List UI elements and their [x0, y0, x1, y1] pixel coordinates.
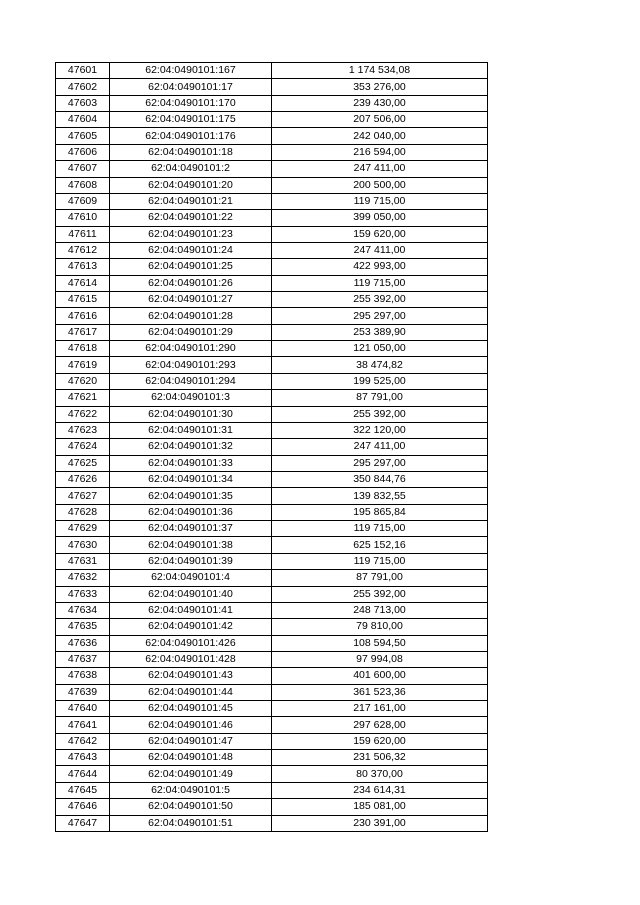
table-row [56, 504, 488, 520]
value-cell: 253 389,90 [272, 324, 488, 340]
row-number-cell: 47626 [56, 471, 110, 487]
table-row [56, 553, 488, 569]
cadastral-number-cell: 62:04:0490101:41 [110, 602, 272, 618]
cadastral-number-cell: 62:04:0490101:44 [110, 684, 272, 700]
table-row [56, 651, 488, 667]
row-number-cell: 47608 [56, 177, 110, 193]
row-number-cell: 47624 [56, 439, 110, 455]
table-row [56, 750, 488, 766]
value-cell: 239 430,00 [272, 95, 488, 111]
row-number-cell: 47620 [56, 373, 110, 389]
table-row [56, 292, 488, 308]
row-number-cell: 47615 [56, 292, 110, 308]
value-cell: 108 594,50 [272, 635, 488, 651]
cadastral-number-cell: 62:04:0490101:39 [110, 553, 272, 569]
cadastral-number-cell: 62:04:0490101:170 [110, 95, 272, 111]
table-row [56, 684, 488, 700]
table-row [56, 537, 488, 553]
table-row [56, 488, 488, 504]
row-number-cell: 47643 [56, 750, 110, 766]
value-cell: 242 040,00 [272, 128, 488, 144]
value-cell: 297 628,00 [272, 717, 488, 733]
row-number-cell: 47623 [56, 422, 110, 438]
cadastral-number-cell: 62:04:0490101:2 [110, 161, 272, 177]
value-cell: 247 411,00 [272, 242, 488, 258]
table-row [56, 308, 488, 324]
row-number-cell: 47632 [56, 570, 110, 586]
cadastral-number-cell: 62:04:0490101:18 [110, 144, 272, 160]
value-cell: 119 715,00 [272, 193, 488, 209]
cadastral-number-cell: 62:04:0490101:36 [110, 504, 272, 520]
table-body [56, 63, 488, 832]
value-cell: 119 715,00 [272, 553, 488, 569]
value-cell: 234 614,31 [272, 782, 488, 798]
table-row [56, 455, 488, 471]
value-cell: 353 276,00 [272, 79, 488, 95]
table-row [56, 63, 488, 79]
table-row [56, 112, 488, 128]
table-row [56, 815, 488, 831]
table-row [56, 128, 488, 144]
value-cell: 217 161,00 [272, 701, 488, 717]
cadastral-number-cell: 62:04:0490101:28 [110, 308, 272, 324]
row-number-cell: 47604 [56, 112, 110, 128]
cadastral-number-cell: 62:04:0490101:175 [110, 112, 272, 128]
cadastral-number-cell: 62:04:0490101:25 [110, 259, 272, 275]
table-row [56, 570, 488, 586]
cadastral-number-cell: 62:04:0490101:26 [110, 275, 272, 291]
row-number-cell: 47614 [56, 275, 110, 291]
table-row [56, 586, 488, 602]
table-row [56, 521, 488, 537]
table-row [56, 226, 488, 242]
table-row [56, 782, 488, 798]
row-number-cell: 47646 [56, 799, 110, 815]
cadastral-number-cell: 62:04:0490101:46 [110, 717, 272, 733]
value-cell: 200 500,00 [272, 177, 488, 193]
table-row [56, 701, 488, 717]
row-number-cell: 47639 [56, 684, 110, 700]
row-number-cell: 47630 [56, 537, 110, 553]
table-row [56, 733, 488, 749]
value-cell: 248 713,00 [272, 602, 488, 618]
value-cell: 87 791,00 [272, 390, 488, 406]
cadastral-number-cell: 62:04:0490101:4 [110, 570, 272, 586]
row-number-cell: 47609 [56, 193, 110, 209]
value-cell: 119 715,00 [272, 521, 488, 537]
value-cell: 401 600,00 [272, 668, 488, 684]
row-number-cell: 47613 [56, 259, 110, 275]
table-row [56, 177, 488, 193]
cadastral-number-cell: 62:04:0490101:23 [110, 226, 272, 242]
cadastral-number-cell: 62:04:0490101:426 [110, 635, 272, 651]
value-cell: 295 297,00 [272, 455, 488, 471]
table-row [56, 210, 488, 226]
cadastral-number-cell: 62:04:0490101:43 [110, 668, 272, 684]
row-number-cell: 47605 [56, 128, 110, 144]
value-cell: 625 152,16 [272, 537, 488, 553]
row-number-cell: 47642 [56, 733, 110, 749]
row-number-cell: 47634 [56, 602, 110, 618]
row-number-cell: 47618 [56, 341, 110, 357]
cadastral-number-cell: 62:04:0490101:3 [110, 390, 272, 406]
value-cell: 185 081,00 [272, 799, 488, 815]
cadastral-number-cell: 62:04:0490101:294 [110, 373, 272, 389]
cadastral-number-cell: 62:04:0490101:22 [110, 210, 272, 226]
table-row [56, 242, 488, 258]
row-number-cell: 47616 [56, 308, 110, 324]
row-number-cell: 47635 [56, 619, 110, 635]
value-cell: 38 474,82 [272, 357, 488, 373]
row-number-cell: 47644 [56, 766, 110, 782]
value-cell: 80 370,00 [272, 766, 488, 782]
table-row [56, 161, 488, 177]
row-number-cell: 47641 [56, 717, 110, 733]
row-number-cell: 47638 [56, 668, 110, 684]
cadastral-number-cell: 62:04:0490101:49 [110, 766, 272, 782]
cadastral-number-cell: 62:04:0490101:17 [110, 79, 272, 95]
value-cell: 87 791,00 [272, 570, 488, 586]
value-cell: 119 715,00 [272, 275, 488, 291]
row-number-cell: 47627 [56, 488, 110, 504]
value-cell: 1 174 534,08 [272, 63, 488, 79]
table-row [56, 668, 488, 684]
cadastral-number-cell: 62:04:0490101:45 [110, 701, 272, 717]
row-number-cell: 47645 [56, 782, 110, 798]
value-cell: 159 620,00 [272, 733, 488, 749]
table-row [56, 275, 488, 291]
cadastral-number-cell: 62:04:0490101:50 [110, 799, 272, 815]
value-cell: 255 392,00 [272, 406, 488, 422]
row-number-cell: 47602 [56, 79, 110, 95]
row-number-cell: 47628 [56, 504, 110, 520]
row-number-cell: 47607 [56, 161, 110, 177]
table-row [56, 390, 488, 406]
value-cell: 230 391,00 [272, 815, 488, 831]
table-row [56, 439, 488, 455]
value-cell: 247 411,00 [272, 439, 488, 455]
table-row [56, 619, 488, 635]
table-row [56, 259, 488, 275]
cadastral-number-cell: 62:04:0490101:167 [110, 63, 272, 79]
value-cell: 139 832,55 [272, 488, 488, 504]
cadastral-number-cell: 62:04:0490101:35 [110, 488, 272, 504]
value-cell: 216 594,00 [272, 144, 488, 160]
row-number-cell: 47622 [56, 406, 110, 422]
cadastral-number-cell: 62:04:0490101:428 [110, 651, 272, 667]
cadastral-number-cell: 62:04:0490101:176 [110, 128, 272, 144]
row-number-cell: 47617 [56, 324, 110, 340]
row-number-cell: 47606 [56, 144, 110, 160]
cadastral-number-cell: 62:04:0490101:32 [110, 439, 272, 455]
table-row [56, 422, 488, 438]
cadastral-number-cell: 62:04:0490101:24 [110, 242, 272, 258]
table-row [56, 341, 488, 357]
table-row [56, 406, 488, 422]
value-cell: 361 523,36 [272, 684, 488, 700]
value-cell: 422 993,00 [272, 259, 488, 275]
table-row [56, 324, 488, 340]
cadastral-number-cell: 62:04:0490101:47 [110, 733, 272, 749]
cadastral-number-cell: 62:04:0490101:33 [110, 455, 272, 471]
cadastral-number-cell: 62:04:0490101:40 [110, 586, 272, 602]
cadastral-number-cell: 62:04:0490101:27 [110, 292, 272, 308]
table-row [56, 193, 488, 209]
row-number-cell: 47610 [56, 210, 110, 226]
value-cell: 399 050,00 [272, 210, 488, 226]
table-row [56, 79, 488, 95]
table-row [56, 357, 488, 373]
table-row [56, 717, 488, 733]
cadastral-number-cell: 62:04:0490101:31 [110, 422, 272, 438]
cadastral-number-cell: 62:04:0490101:38 [110, 537, 272, 553]
value-cell: 121 050,00 [272, 341, 488, 357]
cadastral-number-cell: 62:04:0490101:30 [110, 406, 272, 422]
row-number-cell: 47601 [56, 63, 110, 79]
value-cell: 322 120,00 [272, 422, 488, 438]
value-cell: 231 506,32 [272, 750, 488, 766]
table-row [56, 766, 488, 782]
cadastral-number-cell: 62:04:0490101:48 [110, 750, 272, 766]
cadastral-number-cell: 62:04:0490101:37 [110, 521, 272, 537]
value-cell: 79 810,00 [272, 619, 488, 635]
value-cell: 255 392,00 [272, 292, 488, 308]
cadastral-number-cell: 62:04:0490101:5 [110, 782, 272, 798]
cadastral-number-cell: 62:04:0490101:21 [110, 193, 272, 209]
row-number-cell: 47611 [56, 226, 110, 242]
row-number-cell: 47612 [56, 242, 110, 258]
table-row [56, 635, 488, 651]
table-row [56, 373, 488, 389]
value-cell: 350 844,76 [272, 471, 488, 487]
cadastral-number-cell: 62:04:0490101:20 [110, 177, 272, 193]
value-cell: 199 525,00 [272, 373, 488, 389]
row-number-cell: 47636 [56, 635, 110, 651]
value-cell: 97 994,08 [272, 651, 488, 667]
table-row [56, 799, 488, 815]
cadastral-number-cell: 62:04:0490101:42 [110, 619, 272, 635]
table-row [56, 602, 488, 618]
value-cell: 247 411,00 [272, 161, 488, 177]
cadastral-number-cell: 62:04:0490101:29 [110, 324, 272, 340]
cadastral-number-cell: 62:04:0490101:290 [110, 341, 272, 357]
table-row [56, 95, 488, 111]
table-row [56, 144, 488, 160]
value-cell: 295 297,00 [272, 308, 488, 324]
cadastral-number-cell: 62:04:0490101:293 [110, 357, 272, 373]
row-number-cell: 47637 [56, 651, 110, 667]
row-number-cell: 47621 [56, 390, 110, 406]
row-number-cell: 47625 [56, 455, 110, 471]
row-number-cell: 47629 [56, 521, 110, 537]
cadastral-number-cell: 62:04:0490101:51 [110, 815, 272, 831]
row-number-cell: 47603 [56, 95, 110, 111]
cadastral-value-table [55, 62, 488, 832]
value-cell: 159 620,00 [272, 226, 488, 242]
value-cell: 195 865,84 [272, 504, 488, 520]
row-number-cell: 47619 [56, 357, 110, 373]
table-row [56, 471, 488, 487]
cadastral-number-cell: 62:04:0490101:34 [110, 471, 272, 487]
row-number-cell: 47647 [56, 815, 110, 831]
row-number-cell: 47640 [56, 701, 110, 717]
value-cell: 255 392,00 [272, 586, 488, 602]
row-number-cell: 47633 [56, 586, 110, 602]
row-number-cell: 47631 [56, 553, 110, 569]
value-cell: 207 506,00 [272, 112, 488, 128]
